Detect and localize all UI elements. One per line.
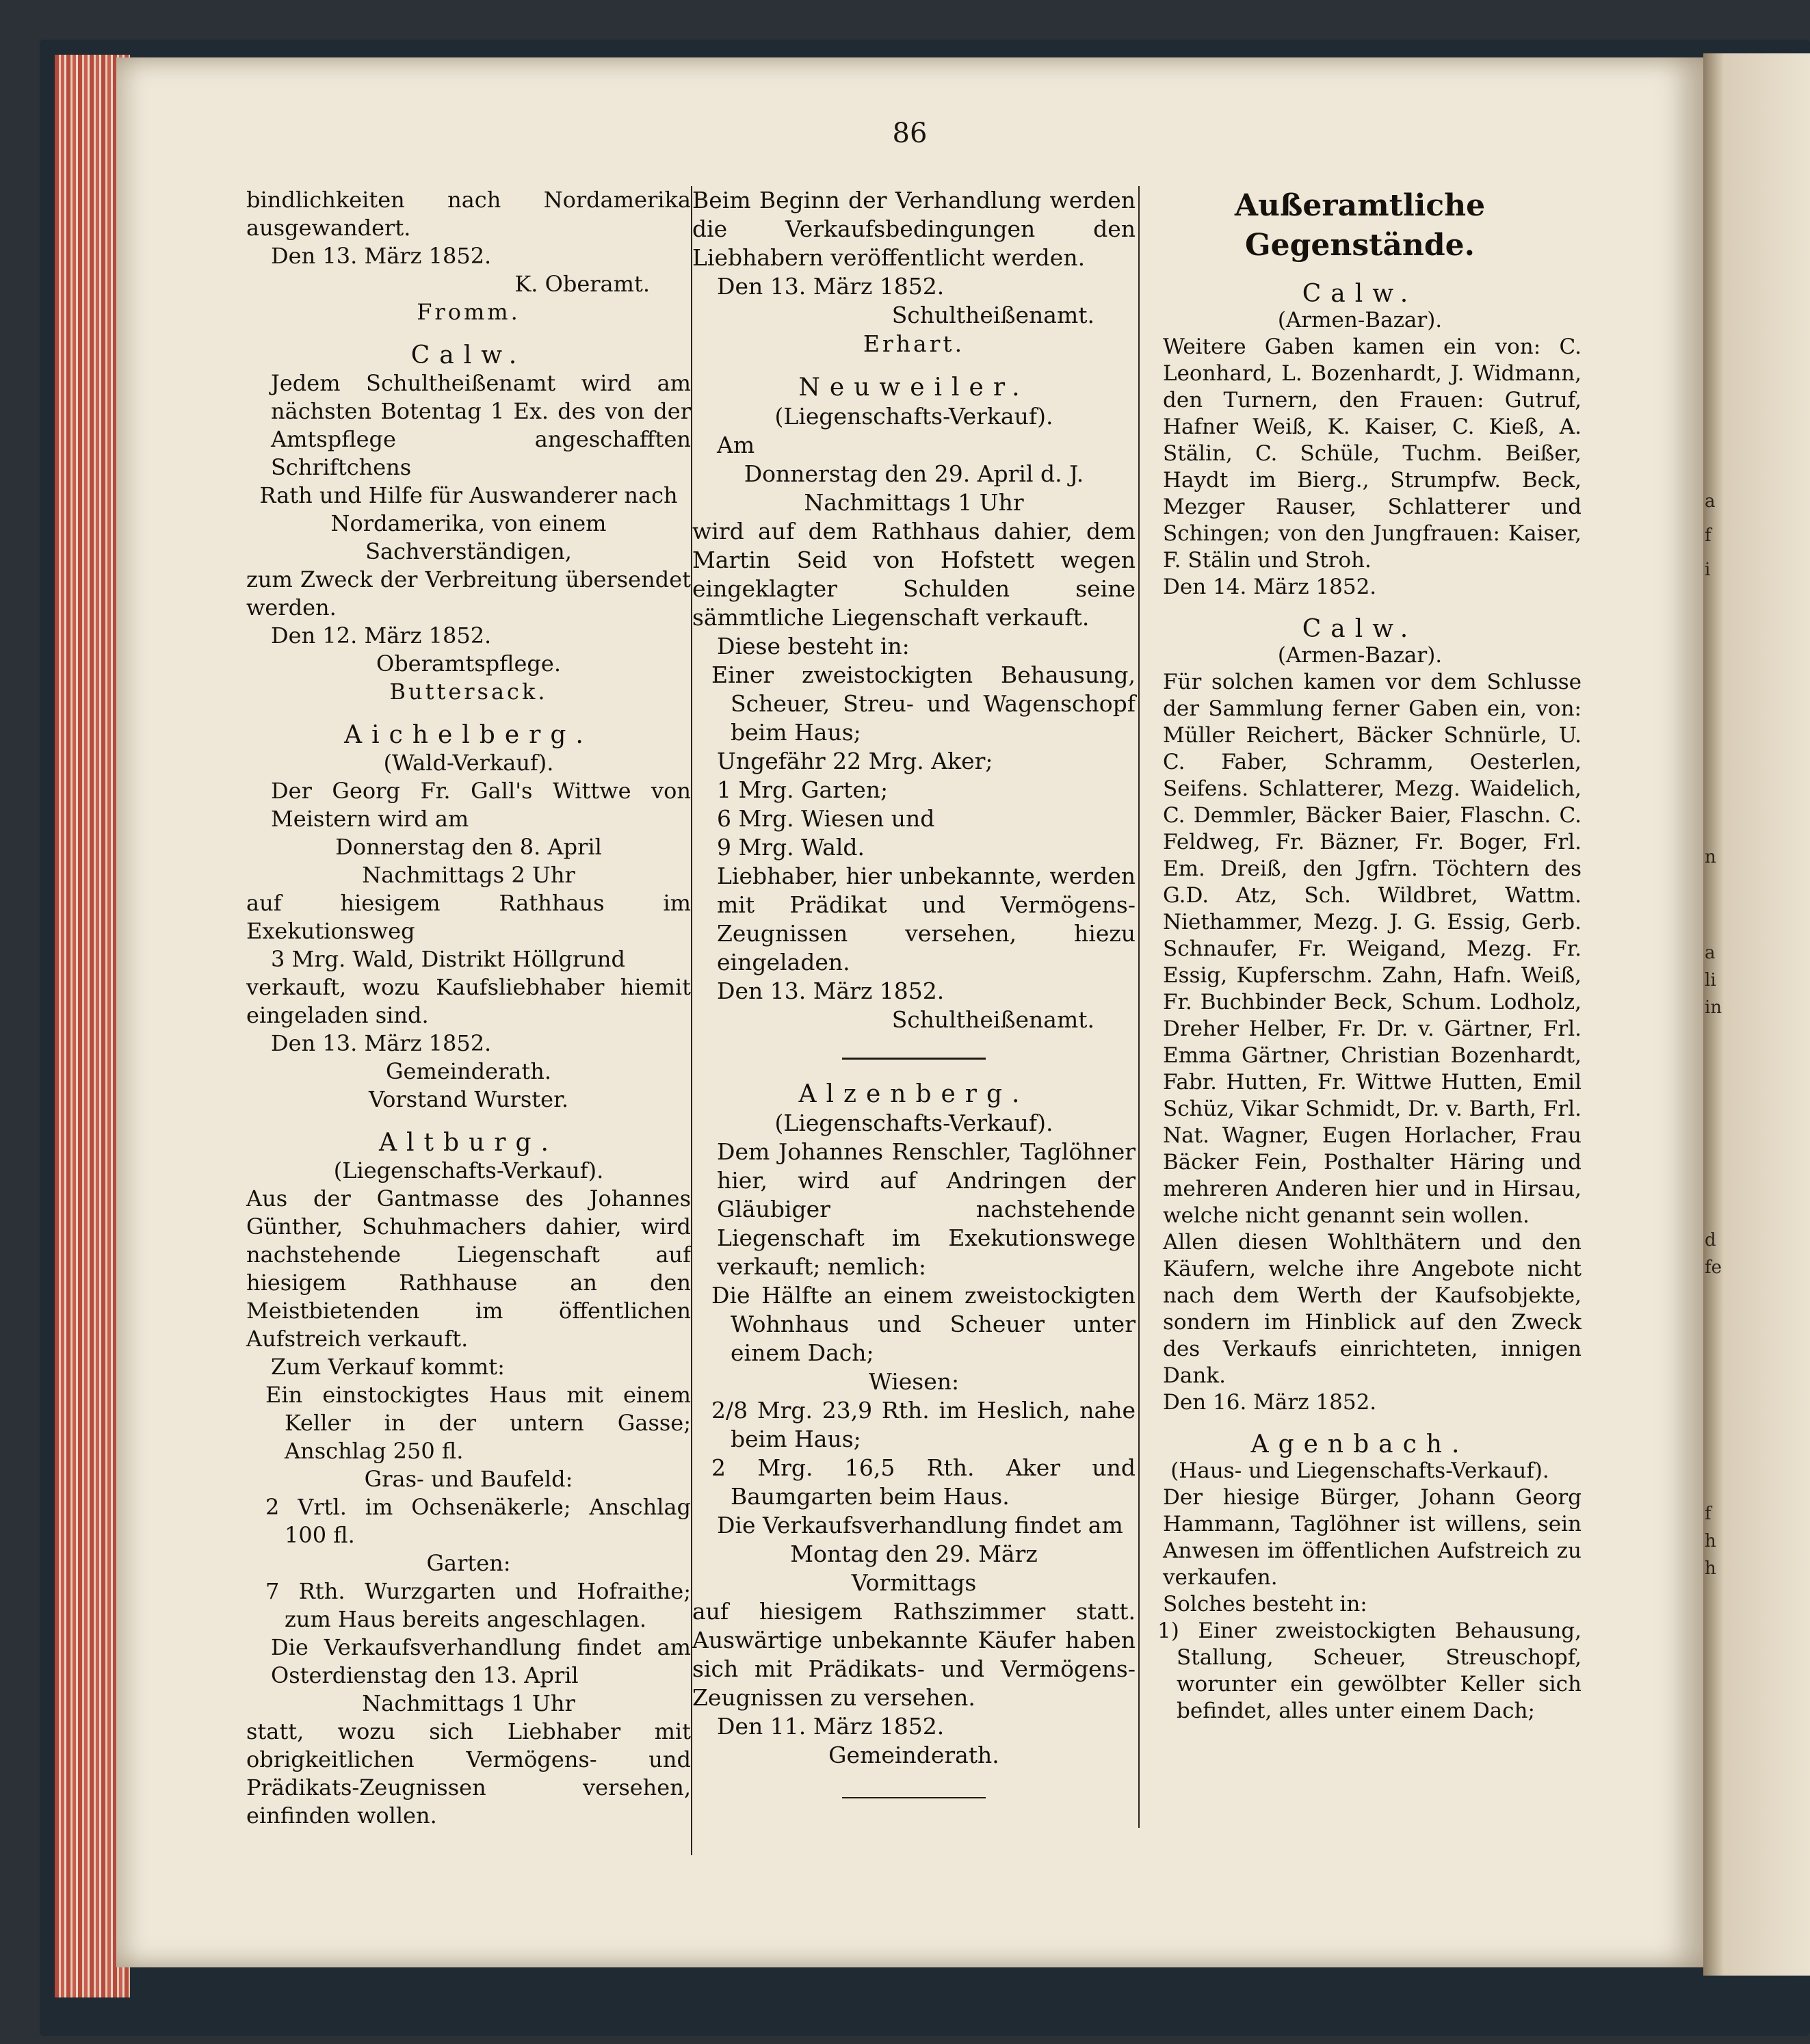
notice-subtitle: (Armen-Bazar). (1277, 308, 1443, 332)
next-page-glyph: li (1705, 970, 1716, 991)
next-page-glyph: h (1705, 1531, 1716, 1551)
text-line: Schultheißenamt. (891, 302, 1094, 328)
text-line: Solches besteht in: (1163, 1592, 1367, 1616)
text-line: Montag den 29. März (790, 1541, 1038, 1567)
text-line: Den 13. März 1852. (717, 273, 945, 300)
text-line: 2 Mrg. 16,5 Rth. Aker und Baumgarten beim Haus. (711, 1454, 1136, 1510)
text-line: 1 Mrg. Garten; (717, 776, 889, 803)
next-page-glyph: i (1705, 560, 1711, 580)
notice-subtitle: (Liegenschafts-Verkauf). (774, 403, 1053, 430)
next-page-glyph: in (1705, 997, 1722, 1018)
column-right (1138, 186, 1582, 1725)
text-line: Donnerstag den 8. April (335, 834, 602, 860)
notice-place: Agenbach. (1250, 1430, 1469, 1458)
notice-subtitle: (Haus- und Liegenschafts-Verkauf). (1170, 1458, 1549, 1483)
column-left (246, 186, 691, 1830)
notice-place: Altburg. (379, 1129, 558, 1157)
text-line: 9 Mrg. Wald. (717, 834, 865, 861)
text-line: Oberamtspflege. (376, 651, 561, 677)
column-middle (692, 186, 1136, 1798)
text-line: Die Verkaufsverhandlung findet am Osterdienstag den 13. April (271, 1634, 691, 1688)
text-line: Nachmittags 1 Uhr (362, 1690, 575, 1716)
text-line: Den 14. März 1852. (1163, 575, 1377, 599)
text-line: 2/8 Mrg. 23,9 Rth. im Heslich, nahe beim Haus; (711, 1397, 1136, 1452)
next-page-glyph: fe (1705, 1257, 1722, 1278)
notice-place: Calw. (1302, 280, 1418, 308)
text-line: Liebhaber, hier unbekannte, werden mit Prädikat und Vermögens-Zeugnissen versehen, hiezu eingeladen. (717, 863, 1136, 975)
section-rule (842, 1058, 986, 1060)
text-line: Der hiesige Bürger, Johann Georg Hammann, Taglöhner ist willens, sein Anwesen im öffentlichen Aufstreich zu verkaufen. (1163, 1485, 1582, 1590)
text-line: Den 13. März 1852. (271, 1030, 492, 1056)
text-line: Wiesen: (868, 1368, 960, 1395)
text-line: Nachmittags 1 Uhr (804, 489, 1024, 516)
text-line: verkauft, wozu Kaufsliebhaber hiemit eingeladen sind. (246, 974, 691, 1028)
text-line: Vorstand Wurster. (368, 1086, 569, 1112)
page-number: 86 (892, 118, 928, 149)
text-line: Gemeinderath. (828, 1742, 999, 1768)
notice-subtitle: (Liegenschafts-Verkauf). (774, 1110, 1053, 1136)
text-line: Rath und Hilfe für Auswanderer nach Nordamerika, von einem Sachverständigen, (259, 482, 678, 564)
text-line: auf hiesigem Rathhaus im Exekutionsweg (246, 890, 691, 944)
text-line: 7 Rth. Wurzgarten und Hofraithe; zum Haus bereits angeschlagen. (265, 1578, 691, 1632)
notice-place: Calw. (410, 341, 527, 369)
text-line: Dem Johannes Renschler, Taglöhner hier, wird auf Andringen der Gläubiger nachstehende Liegenschaft im Exekutionswege verkauft; nemlich: (717, 1138, 1136, 1280)
next-page-glyph: n (1705, 847, 1716, 867)
next-page-glyph: a (1705, 943, 1716, 963)
text-line: Beim Beginn der Verhandlung werden die Verkaufsbedingungen den Liebhabern veröffentlicht werden. (692, 187, 1136, 271)
text-line: Gras- und Baufeld: (364, 1466, 573, 1492)
text-line: Nachmittags 2 Uhr (362, 862, 575, 888)
notice-place: Calw. (1302, 615, 1418, 643)
next-page-glyph: a (1705, 491, 1716, 512)
text-line: wird auf dem Rathhaus dahier, dem Martin Seid von Hofstett wegen eingeklagter Schulden seine sämmtliche Liegenschaft verkauft. (692, 518, 1136, 631)
section-rule (842, 1797, 986, 1798)
text-line: Die Verkaufsverhandlung findet am (717, 1512, 1123, 1538)
text-line: Garten: (426, 1550, 511, 1576)
text-line: Den 13. März 1852. (717, 978, 945, 1004)
text-line: Für solchen kamen vor dem Schlusse der Sammlung ferner Gaben ein, von: Müller Reichert, Bäcker Schnürle, U. C. Faber, Schramm, Oesterlen, Seifens. Schlatterer, Mezg. Waidelich, C. Demmler, Bäcker Baier, Flaschn. C. Feldweg, Fr. Bäzner, Fr. Boger, Frl. Em. Dreiß, den Jgfrn. Töchtern des G.D. Atz, Sch. Wildbret, Wattm. Niethammer, Mezg. J. G. Essig, Gerb. Schnaufer, Fr. Weigand, Mezg. Fr. Essig, Kupferschm. Zahn, Hafn. Weiß, Fr. Buchbinder Beck, Schum. Lodholz, Dreher Helber, Fr. Dr. v. Gärtner, Frl. Emma Gärtner, Christian Bozenhardt, Fabr. Hutten, Fr. Wittwe Hutten, Emil Schüz, Vikar Schmidt, Dr. v. Barth, Frl. Nat. Wagner, Eugen Horlacher, Frau Bäcker Fein, Posthalter Häring und mehreren Anderen hier und in Hirsau, welche nicht genannt sein wollen. (1163, 670, 1582, 1228)
text-line: Ein einstockigtes Haus mit einem Keller in der untern Gasse; Anschlag 250 fl. (265, 1382, 691, 1464)
next-page-edge (1703, 53, 1810, 1976)
text-line: Weitere Gaben kamen ein von: C. Leonhard, L. Bozenhardt, J. Widmann, den Turnern, den Frauen: Gutruf, Hafner Weiß, K. Kaiser, C. Kieß, A. Stälin, C. Schüle, Tuchm. Beißer, Haydt im Bierg., Strumpfw. Beck, Mezger Rauser, Schlatterer und Schingen; von den Jungfrauen: Kaiser, F. Stälin und Stroh. (1163, 335, 1582, 573)
text-line: Donnerstag den 29. April d. J. (744, 460, 1084, 487)
text-line: Aus der Gantmasse des Johannes Günther, Schuhmachers dahier, wird nachstehende Liegenschaft auf hiesigem Rathhause an den Meistbietenden im öffentlichen Aufstreich verkauft. (246, 1185, 691, 1352)
text-line: statt, wozu sich Liebhaber mit obrigkeitlichen Vermögens- und Prädikats-Zeugnissen versehen, einfinden wollen. (246, 1718, 691, 1829)
text-line: Schultheißenamt. (891, 1006, 1094, 1033)
text-line: Den 11. März 1852. (717, 1713, 945, 1740)
text-line: 6 Mrg. Wiesen und (717, 805, 935, 832)
text-line: 3 Mrg. Wald, Distrikt Höllgrund (271, 946, 625, 972)
next-page-glyph: h (1705, 1558, 1716, 1579)
next-page-glyph: f (1705, 1504, 1711, 1524)
notice-subtitle: (Wald-Verkauf). (383, 750, 554, 776)
text-line: 2 Vrtl. im Ochsenäkerle; Anschlag 100 fl. (265, 1494, 691, 1548)
text-line: Ungefähr 22 Mrg. Aker; (717, 748, 993, 774)
text-line: auf hiesigem Rathszimmer statt. Auswärtige unbekannte Käufer haben sich mit Prädikats- und Vermögens-Zeugnissen zu versehen. (692, 1598, 1136, 1711)
text-line: Zum Verkauf kommt: (271, 1354, 505, 1380)
notice-subtitle: (Armen-Bazar). (1277, 643, 1443, 668)
text-line: Den 13. März 1852. (271, 243, 492, 269)
text-line: Außeramtliche Gegenstände. (1234, 188, 1486, 263)
text-line: Diese besteht in: (717, 633, 910, 659)
text-line: Der Georg Fr. Gall's Wittwe von Meistern wird am (271, 778, 691, 832)
text-line: Jedem Schultheißenamt wird am nächsten Botentag 1 Ex. des von der Amtspflege angeschafften Schriftchens (271, 370, 691, 480)
notice-subtitle: (Liegenschafts-Verkauf). (333, 1157, 604, 1183)
text-line: Vormittags (851, 1569, 977, 1596)
text-line: Erhart. (863, 330, 965, 357)
next-page-glyph: d (1705, 1230, 1716, 1250)
text-line: bindlichkeiten nach Nordamerika ausgewandert. (246, 187, 691, 241)
text-line: Den 16. März 1852. (1163, 1390, 1377, 1415)
text-line: Allen diesen Wohlthätern und den Käufern, welche ihre Angebote nicht nach dem Werth der Kaufsobjekte, sondern im Hinblick auf den Zweck des Verkaufs einrichteten, innigen Dank. (1163, 1230, 1582, 1388)
text-line: Fromm. (417, 299, 521, 325)
next-page-glyph: f (1705, 525, 1711, 546)
text-line: Buttersack. (389, 679, 548, 705)
text-line: Gemeinderath. (385, 1058, 552, 1084)
text-line: Einer zweistockigten Behausung, Scheuer, Streu- und Wagenschopf beim Haus; (711, 661, 1136, 746)
notice-place: Aichelberg. (344, 721, 593, 749)
text-line: Am (717, 432, 755, 458)
text-line: Den 12. März 1852. (271, 623, 492, 648)
text-line: K. Oberamt. (514, 271, 650, 297)
notice-place: Neuweiler. (798, 374, 1029, 402)
text-line: 1) Einer zweistockigten Behausung, Stallung, Scheuer, Streuschopf, worunter ein gewölbter Keller sich befindet, alles unter einem Dach; (1157, 1619, 1582, 1723)
text-line: zum Zweck der Verbreitung übersendet werden. (246, 566, 691, 620)
text-line: Die Hälfte an einem zweistockigten Wohnhaus und Scheuer unter einem Dach; (711, 1282, 1136, 1366)
notice-place: Alzenberg. (798, 1080, 1029, 1108)
